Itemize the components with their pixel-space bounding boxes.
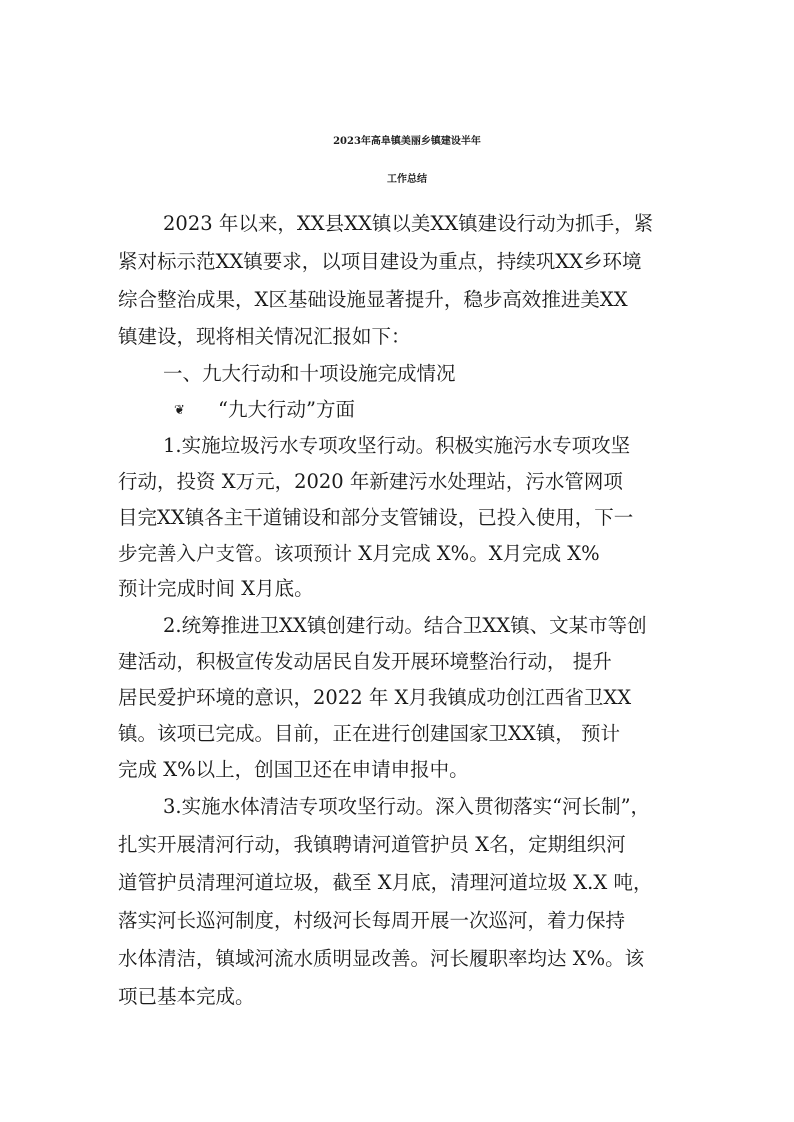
paragraph-line: 行动，投资 X万元，2020 年新建污水处理站，污水管网项 bbox=[118, 470, 623, 493]
paragraph-line: 落实河长巡河制度，村级河长每周开展一次巡河，着力保持 bbox=[118, 909, 626, 932]
paragraph-line: 镇建设，现将相关情况汇报如下： bbox=[118, 325, 411, 348]
paragraph-line: 扎实开展清河行动，我镇聘请河道管护员 X名，定期组织河 bbox=[118, 833, 626, 856]
paragraph-line: 建活动，积极宣传发动居民自发开展环境整治行动， 提升 bbox=[118, 650, 612, 673]
section-heading: 一、九大行动和十项设施完成情况 bbox=[163, 362, 456, 385]
paragraph-line: 水体清洁，镇域河流水质明显改善。河长履职率均达 X%。该 bbox=[118, 947, 645, 970]
document-title-line1: 2023年高阜镇美丽乡镇建设半年 bbox=[333, 136, 481, 147]
paragraph-line: 目完XX镇各主干道铺设和部分支管铺设，已投入使用，下一 bbox=[118, 506, 634, 529]
paragraph-line: 综合整治成果，X区基础设施显著提升，稳步高效推进美XX bbox=[118, 288, 628, 311]
paragraph-line: 道管护员清理河道垃圾，截至 X月底，清理河道垃圾 X.X 吨， bbox=[118, 871, 653, 894]
paragraph-line: 步完善入户支管。该项预计 X月完成 X%。X月完成 X% bbox=[118, 542, 600, 565]
paragraph-line: 2023 年以来，XX县XX镇以美XX镇建设行动为抓手，紧 bbox=[163, 212, 654, 235]
subsection-heading-text: “九大行动”方面 bbox=[218, 398, 355, 421]
list-marker-icon: ❦ bbox=[174, 403, 185, 418]
paragraph-line: 2.统筹推进卫XX镇创建行动。结合卫XX镇、文某市等创 bbox=[163, 614, 647, 637]
paragraph-line: 预计完成时间 X月底。 bbox=[118, 577, 314, 600]
paragraph-line: 3.实施水体清洁专项攻坚行动。深入贯彻落实“河长制”， bbox=[163, 795, 651, 818]
subsection-heading bbox=[174, 398, 355, 423]
paragraph-line: 居民爱护环境的意识，2022 年 X月我镇成功创江西省卫XX bbox=[118, 686, 632, 709]
document-title-line2: 工作总结 bbox=[387, 174, 427, 185]
paragraph-line: 1.实施垃圾污水专项攻坚行动。积极实施污水专项攻坚 bbox=[163, 434, 631, 457]
paragraph-line: 镇。该项已完成。目前，正在进行创建国家卫XX镇， 预计 bbox=[118, 722, 620, 745]
paragraph-line: 紧对标示范XX镇要求，以项目建设为重点，持续巩XX乡环境 bbox=[118, 250, 642, 273]
paragraph-line: 项已基本完成。 bbox=[118, 985, 255, 1008]
paragraph-line: 完成 X%以上，创国卫还在申请申报中。 bbox=[118, 758, 469, 781]
